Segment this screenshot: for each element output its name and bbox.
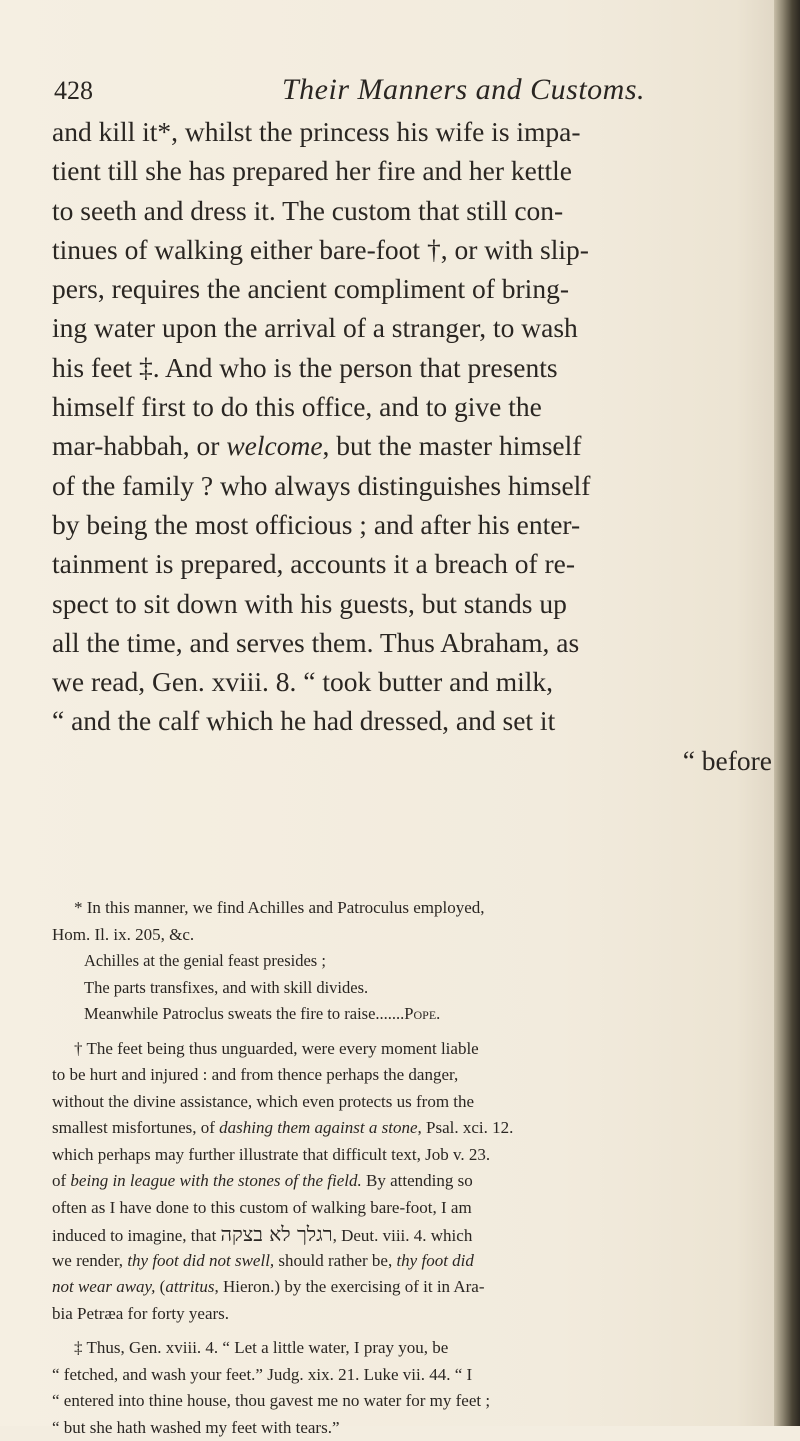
footnotes: [52, 895, 772, 1441]
footnote-line: often as I have done to this custom of walking bare-foot, I am: [52, 1195, 772, 1222]
text-line: [52, 426, 772, 465]
footnote-line: to be hurt and injured : and from thence perhaps the danger,: [52, 1062, 772, 1089]
footnote-line: without the divine assistance, which even protects us from the: [52, 1089, 772, 1116]
text-line: ing water upon the arrival of a stranger, to wash: [52, 308, 772, 347]
hebrew-phrase: רגלך לא בצקה: [221, 1222, 333, 1246]
text-line: tainment is prepared, accounts it a breach of re-: [52, 544, 772, 583]
text-segment: should rather be,: [274, 1251, 396, 1270]
text-segment: , but the master himself: [323, 430, 582, 461]
text-line: “ and the calf which he had dressed, and set it: [52, 701, 772, 740]
footnote-line: [52, 1221, 772, 1248]
verse-text: Meanwhile Patroclus sweats the fire to raise: [84, 1004, 375, 1023]
text-line: spect to sit down with his guests, but stands up: [52, 584, 772, 623]
page-gutter-shadow: [774, 0, 800, 1426]
text-segment: smallest misfortunes, of: [52, 1118, 219, 1137]
footnote-line: Hom. Il. ix. 205, &c.: [52, 922, 772, 949]
text-line: we read, Gen. xviii. 8. “ took butter and milk,: [52, 662, 772, 701]
footnote-line: which perhaps may further illustrate that difficult text, Job v. 23.: [52, 1142, 772, 1169]
italic-phrase: not wear away,: [52, 1277, 155, 1296]
text-line: himself first to do this office, and to give the: [52, 387, 772, 426]
verse-dots: .......: [375, 1004, 404, 1023]
footnote-line: bia Petræa for forty years.: [52, 1301, 772, 1328]
footnote-line: “ fetched, and wash your feet.” Judg. xix. 21. Luke vii. 44. “ I: [52, 1362, 772, 1389]
text-segment: , Hieron.) by the exercising of it in Ara-: [214, 1277, 484, 1296]
italic-phrase: thy foot did: [396, 1251, 473, 1270]
verse-line: The parts transfixes, and with skill divides.: [52, 975, 772, 1002]
italic-phrase: being in league with the stones of the field.: [70, 1171, 361, 1190]
italic-word: welcome: [226, 430, 322, 461]
text-segment: By attending so: [362, 1171, 473, 1190]
text-line: tient till she has prepared her fire and her kettle: [52, 151, 772, 190]
footnote-line: [52, 1248, 772, 1275]
text-line: tinues of walking either bare-foot †, or with slip-: [52, 230, 772, 269]
footnote-line: [52, 1274, 772, 1301]
text-line: pers, requires the ancient compliment of bring-: [52, 269, 772, 308]
footnote-line: † The feet being thus unguarded, were every moment liable: [52, 1036, 772, 1063]
verse-line: [52, 1001, 772, 1028]
footnote-line: “ entered into thine house, thou gavest me no water for my feet ;: [52, 1388, 772, 1415]
text-line: of the family ? who always distinguishes himself: [52, 466, 772, 505]
footnote-line: “ but she hath washed my feet with tears.”: [52, 1415, 772, 1441]
verse-author: Pope.: [404, 1004, 440, 1023]
page-header: [54, 76, 754, 116]
text-segment: , Deut. viii. 4. which: [333, 1226, 473, 1245]
text-line: to seeth and dress it. The custom that still con-: [52, 191, 772, 230]
italic-phrase: dashing them against a stone: [219, 1118, 417, 1137]
italic-phrase: thy foot did not swell,: [127, 1251, 274, 1270]
footnote-line: [52, 1168, 772, 1195]
text-line: all the time, and serves them. Thus Abraham, as: [52, 623, 772, 662]
text-segment: we render,: [52, 1251, 127, 1270]
text-line: by being the most officious ; and after his enter-: [52, 505, 772, 544]
italic-word: attritus: [165, 1277, 214, 1296]
footnote-line: ‡ Thus, Gen. xviii. 4. “ Let a little water, I pray you, be: [52, 1335, 772, 1362]
text-line: and kill it*, whilst the princess his wife is impa-: [52, 112, 772, 151]
text-segment: , Psal. xci. 12.: [418, 1118, 514, 1137]
text-segment: of: [52, 1171, 70, 1190]
footnote-line: * In this manner, we find Achilles and Patroculus employed,: [52, 895, 772, 922]
running-title: Their Manners and Customs.: [282, 73, 645, 107]
main-text: [52, 112, 772, 780]
spacer: [52, 1028, 772, 1036]
text-segment: (: [155, 1277, 165, 1296]
verse-line: Achilles at the genial feast presides ;: [52, 948, 772, 975]
catchword: “ before: [52, 741, 772, 780]
text-segment: mar-habbah, or: [52, 430, 226, 461]
spacer: [52, 1327, 772, 1335]
text-line: his feet ‡. And who is the person that presents: [52, 348, 772, 387]
footnote-line: [52, 1115, 772, 1142]
text-segment: induced to imagine, that: [52, 1226, 221, 1245]
page-number: 428: [54, 76, 93, 106]
